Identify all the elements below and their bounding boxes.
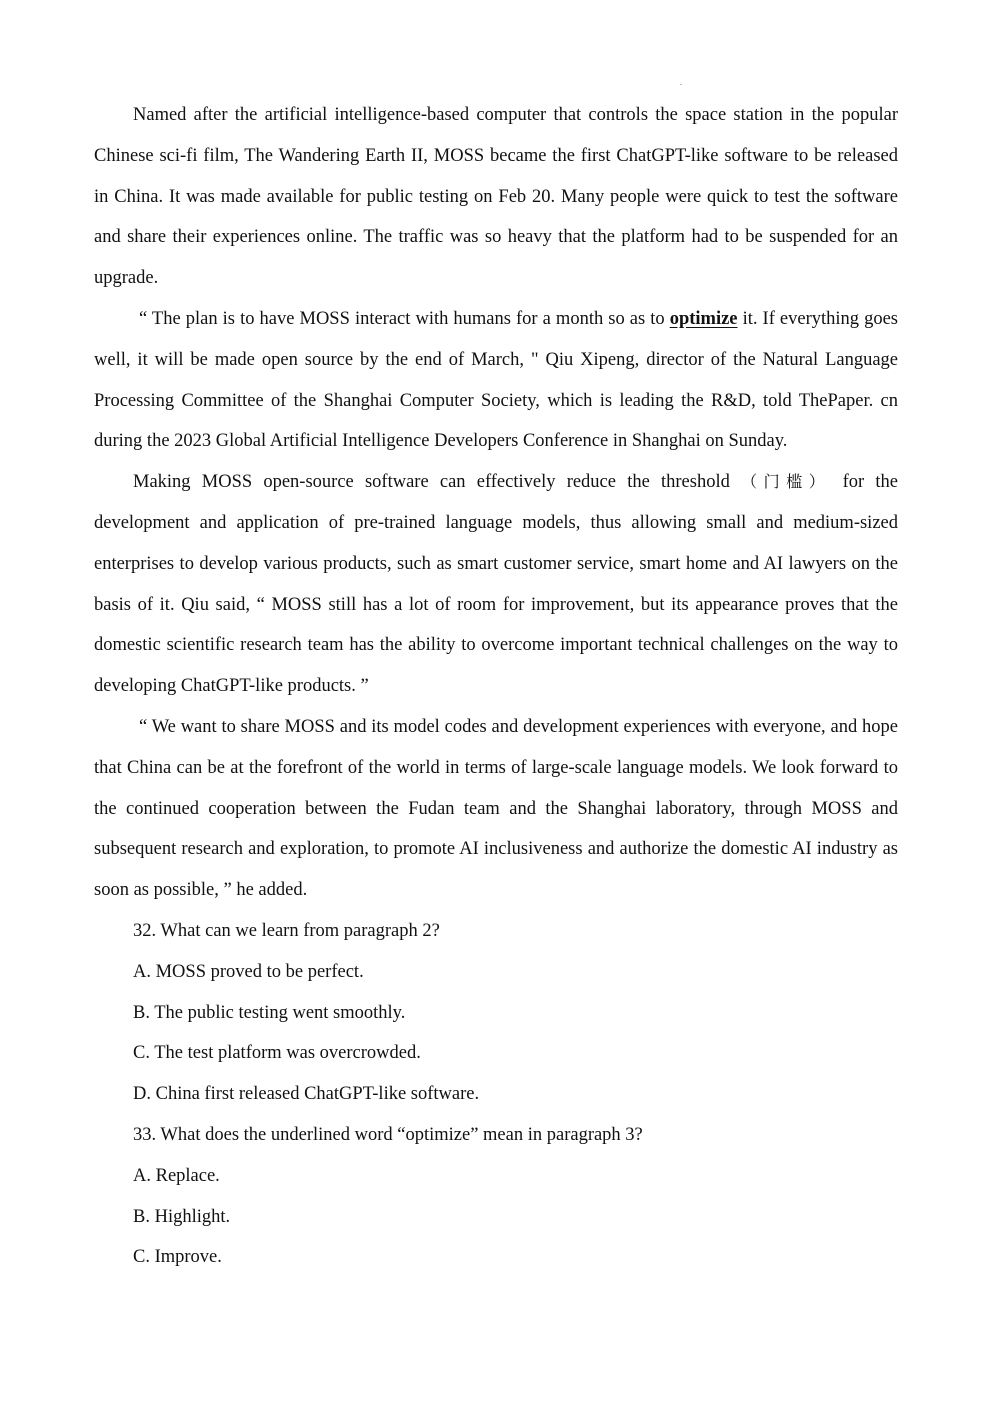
option-b: B. Highlight. — [133, 1206, 231, 1227]
paragraph-3-text-start: Making MOSS open-source software can effectively reduce the threshold — [133, 472, 742, 493]
option-a: A. Replace. — [133, 1165, 220, 1186]
scan-speck — [680, 84, 682, 85]
option-c: C. Improve. — [133, 1247, 222, 1268]
passage-paragraph-3 — [94, 462, 898, 707]
chinese-gloss: （门槛） — [741, 472, 832, 492]
passage-paragraph-4: “ We want to share MOSS and its model codes and development experiences with everyone, and hope that China can be at the forefront of the world in terms of large-scale language models. We look forward to the continued cooperation between the Fudan team and the Shanghai laboratory, through MOSS and subsequent research and exploration, to promote AI inclusiveness and authorize the domestic AI industry as soon as possible, ” he added. — [94, 716, 898, 901]
option-d: D. China first released ChatGPT-like software. — [133, 1084, 480, 1105]
exam-page — [94, 95, 898, 1278]
paragraph-3-text-end: for the development and application of pre-trained language models, thus allowing small and medium-sized enterprises to develop various products, such as smart customer service, smart home and AI lawyers on the basis of it. Qiu said, “ MOSS still has a lot of room for improvement, but its appearance proves that the domestic scientific research team has the ability to overcome important technical challenges on the way to developing ChatGPT-like products. ” — [94, 472, 898, 697]
question-stem: 33. What does the underlined word “optimize” mean in paragraph 3? — [133, 1124, 643, 1145]
question-33 — [94, 1115, 898, 1278]
passage-paragraph-1: Named after the artificial intelligence-based computer that controls the space station in the popular Chinese sci-fi film, The Wandering Earth II, MOSS became the first ChatGPT-like software to be released in China. It was made available for public testing on Feb 20. Many people were quick to test the software and share their experiences online. The traffic was so heavy that the platform had to be suspended for an upgrade. — [94, 105, 898, 289]
option-a: A. MOSS proved to be perfect. — [133, 961, 364, 982]
option-c: C. The test platform was overcrowded. — [133, 1043, 421, 1064]
passage-paragraph-2 — [94, 299, 898, 462]
question-32 — [94, 911, 898, 1115]
paragraph-2-text-start: “ The plan is to have MOSS interact with humans for a month so as to — [139, 308, 670, 329]
option-b: B. The public testing went smoothly. — [133, 1002, 406, 1023]
paragraph-2-text-end: it. If everything goes well, it will be made open source by the end of March, " Qiu Xipeng, director of the Natural Language Processing Committee of the Shanghai Computer Society, which is leading the R&D, told ThePaper. cn during the 2023 Global Artificial Intelligence Developers Conference in Shanghai on Sunday. — [94, 308, 899, 452]
underlined-word-optimize: optimize — [669, 308, 738, 329]
question-stem: 32. What can we learn from paragraph 2? — [133, 920, 440, 941]
